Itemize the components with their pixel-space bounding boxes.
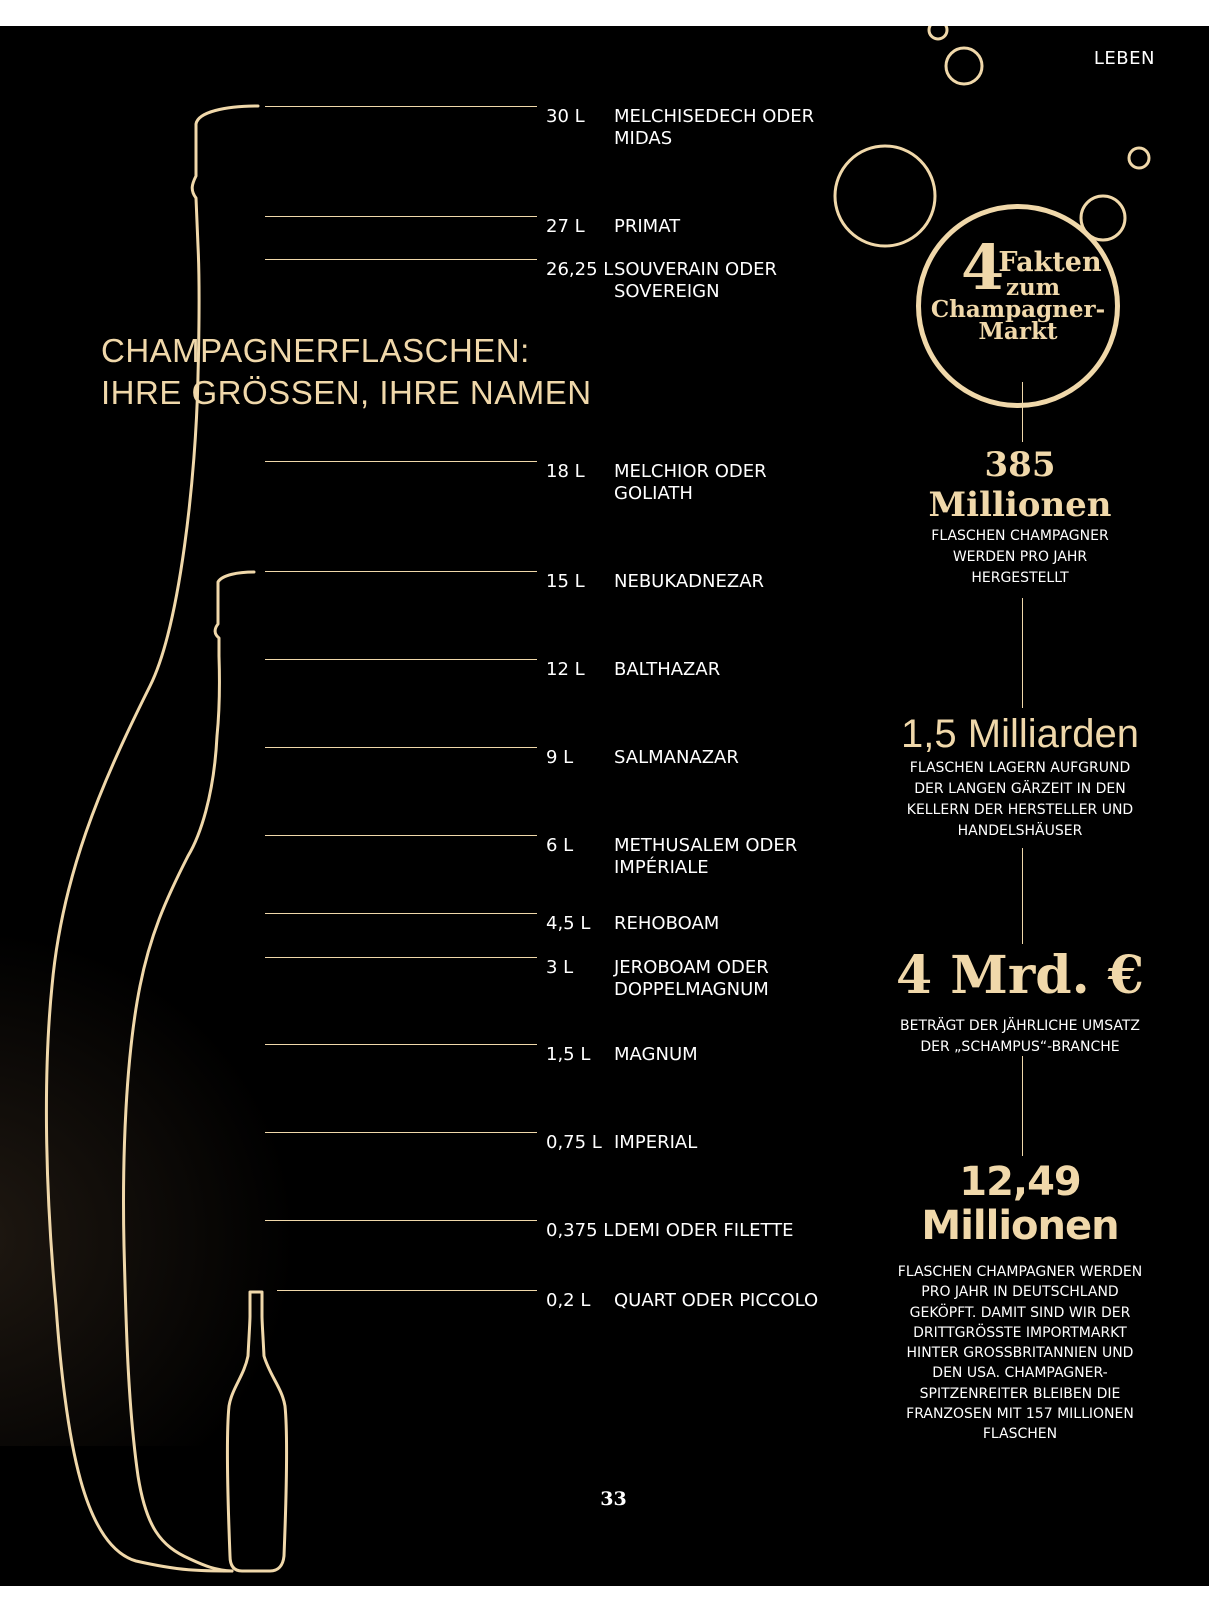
row-rule <box>265 835 537 836</box>
row-rule <box>265 259 537 260</box>
large-bottle-outline <box>46 106 258 1571</box>
bottle-name: REHOBOAM <box>614 913 720 934</box>
bottle-volume: 0,75 L <box>546 1132 602 1153</box>
badge-line-4: Markt <box>978 318 1058 345</box>
row-rule <box>265 106 537 107</box>
bottle-name: SOUVERAIN ODER SOVEREIGN <box>614 259 777 302</box>
bottle-volume: 0,2 L <box>546 1290 591 1311</box>
row-rule <box>265 659 537 660</box>
row-rule <box>265 216 537 217</box>
bottle-name: QUART ODER PICCOLO <box>614 1290 819 1311</box>
fact-description: FLASCHEN CHAMPAGNER WERDEN PRO JAHR IN DEUTSCHLAND GEKÖPFT. DAMIT SIND WIR DER DRITTGRÖSSTE IMPORTMARKT HINTER GROSSBRITANNIEN UND DEN USA. CHAMPAGNER-SPITZENREITER BLEIBEN DIE FRANZOSEN MIT 157 MILLIONEN FLASCHEN <box>897 1264 1143 1443</box>
fact-item <box>870 446 1170 589</box>
connector-line <box>1022 848 1023 944</box>
connector-line <box>1022 1056 1023 1156</box>
facts-column <box>870 26 1170 1586</box>
bottle-name: BALTHAZAR <box>614 659 721 680</box>
badge-line-2: zum <box>1005 274 1061 301</box>
row-rule <box>265 571 537 572</box>
row-rule <box>265 747 537 748</box>
bottle-volume: 6 L <box>546 835 574 856</box>
bottle-volume: 26,25 L <box>546 259 614 280</box>
fact-figure-line-2: Millionen <box>928 485 1112 525</box>
bottle-volume: 30 L <box>546 106 585 127</box>
badge-line-1: Fakten <box>998 247 1102 278</box>
row-rule <box>265 957 537 958</box>
bottle-name: NEBUKADNEZAR <box>614 571 765 592</box>
connector-line <box>1022 598 1023 708</box>
bottle-volume: 1,5 L <box>546 1044 591 1065</box>
bottle-name: METHUSALEM ODER IMPÉRIALE <box>614 835 798 878</box>
section-label: LEBEN <box>1093 48 1155 69</box>
row-rule <box>265 913 537 914</box>
row-rule <box>265 1220 537 1221</box>
medium-bottle-outline <box>124 572 254 1571</box>
fact-figure-line-1: 385 <box>984 445 1056 485</box>
fact-description: BETRÄGT DER JÄHRLICHE UMSATZ DER „SCHAMPUS“-BRANCHE <box>900 1018 1140 1055</box>
fact-item <box>870 710 1170 842</box>
page-number: 33 <box>600 1488 627 1510</box>
bottle-volume: 9 L <box>546 747 574 768</box>
fact-item <box>870 946 1170 1058</box>
bottle-volume: 4,5 L <box>546 913 591 934</box>
bottle-name: MAGNUM <box>614 1044 698 1065</box>
bottle-name: IMPERIAL <box>614 1132 698 1153</box>
facts-badge <box>916 204 1120 408</box>
bottle-volume: 27 L <box>546 216 585 237</box>
connector-line <box>1022 382 1023 442</box>
badge-line-3: Champagner- <box>930 296 1106 323</box>
fact-figure-line-1: 4 Mrd. € <box>896 945 1144 1006</box>
row-rule <box>265 1044 537 1045</box>
bottle-volume: 0,375 L <box>546 1220 614 1241</box>
small-bottle-outline <box>227 1292 286 1571</box>
fact-figure-line-1: 12,49 <box>959 1159 1081 1205</box>
bottle-name: DEMI ODER FILETTE <box>614 1220 794 1241</box>
fact-description: FLASCHEN CHAMPAGNER WERDEN PRO JAHR HERGESTELLT <box>931 528 1109 586</box>
row-rule <box>277 1290 537 1291</box>
row-rule <box>265 461 537 462</box>
headline-line-2: IHRE GRÖSSEN, IHRE NAMEN <box>101 374 592 411</box>
headline-line-1: CHAMPAGNERFLASCHEN: <box>101 332 530 369</box>
fact-item <box>870 1160 1170 1445</box>
bottle-name: MELCHIOR ODER GOLIATH <box>614 461 767 504</box>
fact-figure-line-2: Millionen <box>921 1203 1119 1249</box>
bottle-name: SALMANAZAR <box>614 747 739 768</box>
fact-description: FLASCHEN LAGERN AUFGRUND DER LANGEN GÄRZEIT IN DEN KELLERN DER HERSTELLER UND HANDELSHÄUSER <box>906 760 1134 839</box>
badge-number: 4 <box>961 231 1005 304</box>
badge-text <box>921 249 1115 343</box>
bottle-volume: 18 L <box>546 461 585 482</box>
magazine-page <box>0 26 1209 1586</box>
bottle-name: MELCHISEDECH ODER MIDAS <box>614 106 815 149</box>
bottle-name: JEROBOAM ODER DOPPELMAGNUM <box>614 957 769 1000</box>
row-rule <box>265 1132 537 1133</box>
bottle-volume: 15 L <box>546 571 585 592</box>
bottle-volume: 12 L <box>546 659 585 680</box>
bottle-name: PRIMAT <box>614 216 681 237</box>
headline <box>101 330 592 414</box>
fact-figure-line-1: 1,5 Milliarden <box>901 712 1139 756</box>
bottle-volume: 3 L <box>546 957 574 978</box>
